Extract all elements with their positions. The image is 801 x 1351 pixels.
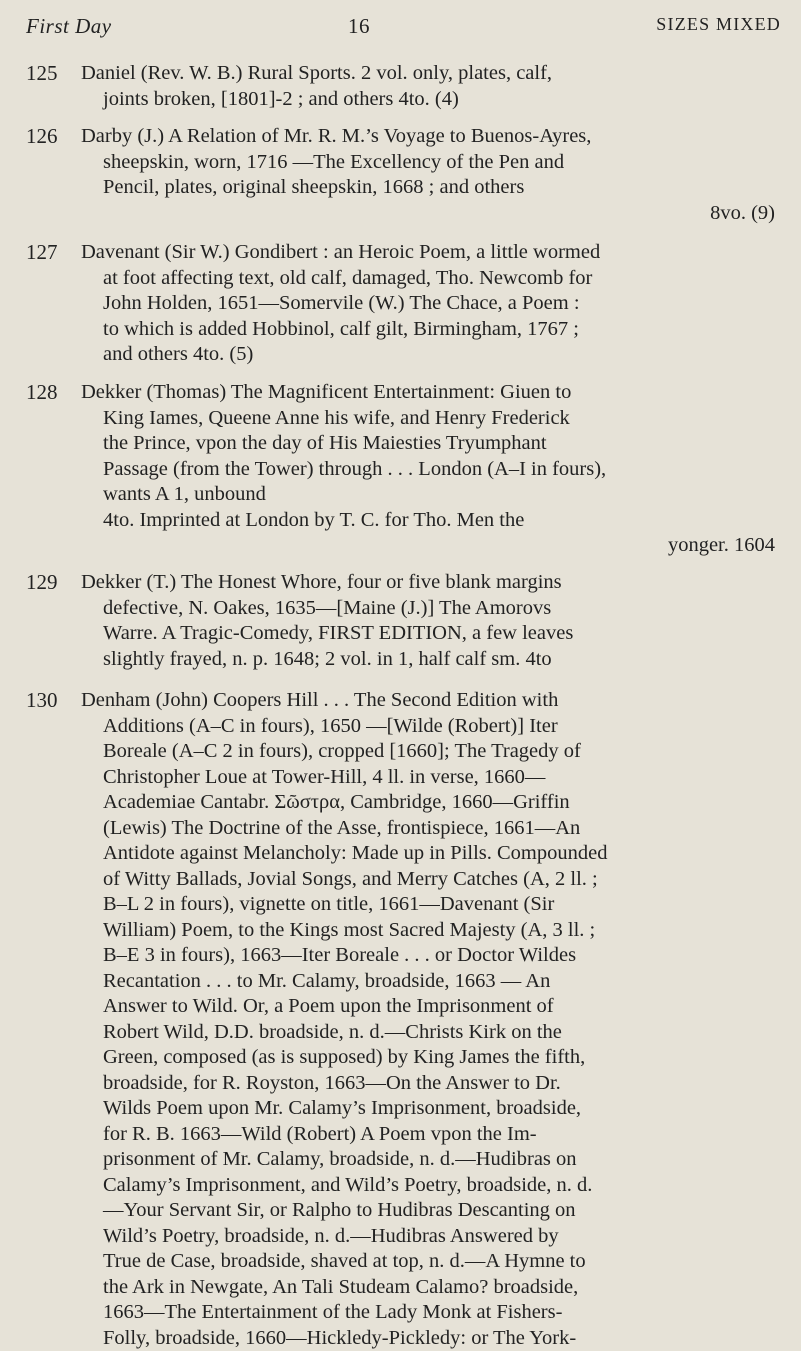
- entry-line: Dekker (T.) The Honest Whore, four or five blank margins: [81, 571, 562, 593]
- entry-line: of Witty Ballads, Jovial Songs, and Merry Catches (A, 2 ll. ;: [81, 867, 775, 893]
- entry-line: —Your Servant Sir, or Ralpho to Hudibras Descanting on: [81, 1198, 775, 1224]
- entry-line: 1663—The Entertainment of the Lady Monk at Fishers-: [81, 1300, 775, 1326]
- entry-line: B–E 3 in fours), 1663—Iter Boreale . . . or Doctor Wildes: [81, 943, 775, 969]
- entry-line: Additions (A–C in fours), 1650 —[Wilde (Robert)] Iter: [81, 714, 775, 740]
- running-header: [26, 14, 781, 48]
- lot-number: 127: [26, 240, 58, 265]
- page-number: 16: [348, 14, 370, 39]
- entry-line: Antidote against Melancholy: Made up in Pills. Compounded: [81, 841, 775, 867]
- entry-line: wants A 1, unbound: [81, 482, 775, 508]
- lot-number: 126: [26, 124, 58, 149]
- entry-line: Pencil, plates, original sheepskin, 1668 ; and others: [81, 175, 775, 201]
- entry-line: Answer to Wild. Or, a Poem upon the Imprisonment of: [81, 994, 775, 1020]
- entry-line: B–L 2 in fours), vignette on title, 1661—Davenant (Sir: [81, 892, 775, 918]
- entry-line: Passage (from the Tower) through . . . London (A–I in fours),: [81, 457, 775, 483]
- lot-description: [81, 240, 775, 368]
- entry-line: Christopher Loue at Tower-Hill, 4 ll. in verse, 1660—: [81, 765, 775, 791]
- lot-description: [81, 570, 775, 672]
- entry-line: for R. B. 1663—Wild (Robert) A Poem vpon the Im-: [81, 1122, 775, 1148]
- entry-line: William) Poem, to the Kings most Sacred Majesty (A, 3 ll. ;: [81, 918, 775, 944]
- lot-description: [81, 61, 775, 112]
- entry-line: the Prince, vpon the day of His Maiesties Tryumphant: [81, 431, 775, 457]
- entry-line: Denham (John) Coopers Hill . . . The Second Edition with: [81, 689, 558, 711]
- entry-line: Wild’s Poetry, broadside, n. d.—Hudibras Answered by: [81, 1224, 775, 1250]
- entry-line: True de Case, broadside, shaved at top, n. d.—A Hymne to: [81, 1249, 775, 1275]
- entry-line: broadside, for R. Royston, 1663—On the Answer to Dr.: [81, 1071, 775, 1097]
- entry-line: Academiae Cantabr. Σῶστρα, Cambridge, 1660—Griffin: [81, 790, 775, 816]
- entry-line: the Ark in Newgate, An Tali Studeam Calamo? broadside,: [81, 1275, 775, 1301]
- lot-number: 128: [26, 380, 58, 405]
- entry-line: King Iames, Queene Anne his wife, and Henry Frederick: [81, 406, 775, 432]
- entry-line: 8vo. (9): [81, 201, 775, 227]
- entry-line: Recantation . . . to Mr. Calamy, broadside, 1663 — An: [81, 969, 775, 995]
- entry-line: prisonment of Mr. Calamy, broadside, n. d.—Hudibras on: [81, 1147, 775, 1173]
- entry-line: Darby (J.) A Relation of Mr. R. M.’s Voyage to Buenos-Ayres,: [81, 125, 591, 147]
- lot-number: 125: [26, 61, 58, 86]
- entry-line: Boreale (A–C 2 in fours), cropped [1660]; The Tragedy of: [81, 739, 775, 765]
- lot-number: 130: [26, 688, 58, 713]
- entry-line: joints broken, [1801]-2 ; and others 4to. (4): [81, 87, 775, 113]
- entry-line: Green, composed (as is supposed) by King James the fifth,: [81, 1045, 775, 1071]
- entry-line: sheepskin, worn, 1716 —The Excellency of the Pen and: [81, 150, 775, 176]
- lot-number: 129: [26, 570, 58, 595]
- entry-line: and others 4to. (5): [81, 342, 775, 368]
- lot-description: [81, 124, 775, 226]
- entry-line: (Lewis) The Doctrine of the Asse, frontispiece, 1661—An: [81, 816, 775, 842]
- entry-line: Robert Wild, D.D. broadside, n. d.—Christs Kirk on the: [81, 1020, 775, 1046]
- entry-line: to which is added Hobbinol, calf gilt, Birmingham, 1767 ;: [81, 317, 775, 343]
- entry-line: Folly, broadside, 1660—Hickledy-Pickledy: or The York-: [81, 1326, 775, 1351]
- entry-line: John Holden, 1651—Somervile (W.) The Chace, a Poem :: [81, 291, 775, 317]
- entry-line: Calamy’s Imprisonment, and Wild’s Poetry, broadside, n. d.: [81, 1173, 775, 1199]
- entry-line: defective, N. Oakes, 1635—[Maine (J.)] The Amorovs: [81, 596, 775, 622]
- entry-line: Daniel (Rev. W. B.) Rural Sports. 2 vol. only, plates, calf,: [81, 62, 552, 84]
- entry-line: at foot affecting text, old calf, damaged, Tho. Newcomb for: [81, 266, 775, 292]
- entry-line: 4to. Imprinted at London by T. C. for Tho. Men the: [81, 508, 775, 534]
- entry-line: Warre. A Tragic-Comedy, FIRST EDITION, a few leaves: [81, 621, 775, 647]
- entry-line: yonger. 1604: [81, 533, 775, 559]
- entry-line: Wilds Poem upon Mr. Calamy’s Imprisonment, broadside,: [81, 1096, 775, 1122]
- entry-line: Dekker (Thomas) The Magnificent Entertainment: Giuen to: [81, 381, 571, 403]
- lot-description: [81, 688, 775, 1351]
- entry-line: slightly frayed, n. p. 1648; 2 vol. in 1, half calf sm. 4to: [81, 647, 775, 673]
- section-title: First Day: [26, 14, 112, 39]
- section-subtitle: SIZES MIXED: [656, 14, 781, 35]
- lot-description: [81, 380, 775, 559]
- entry-line: Davenant (Sir W.) Gondibert : an Heroic Poem, a little wormed: [81, 241, 600, 263]
